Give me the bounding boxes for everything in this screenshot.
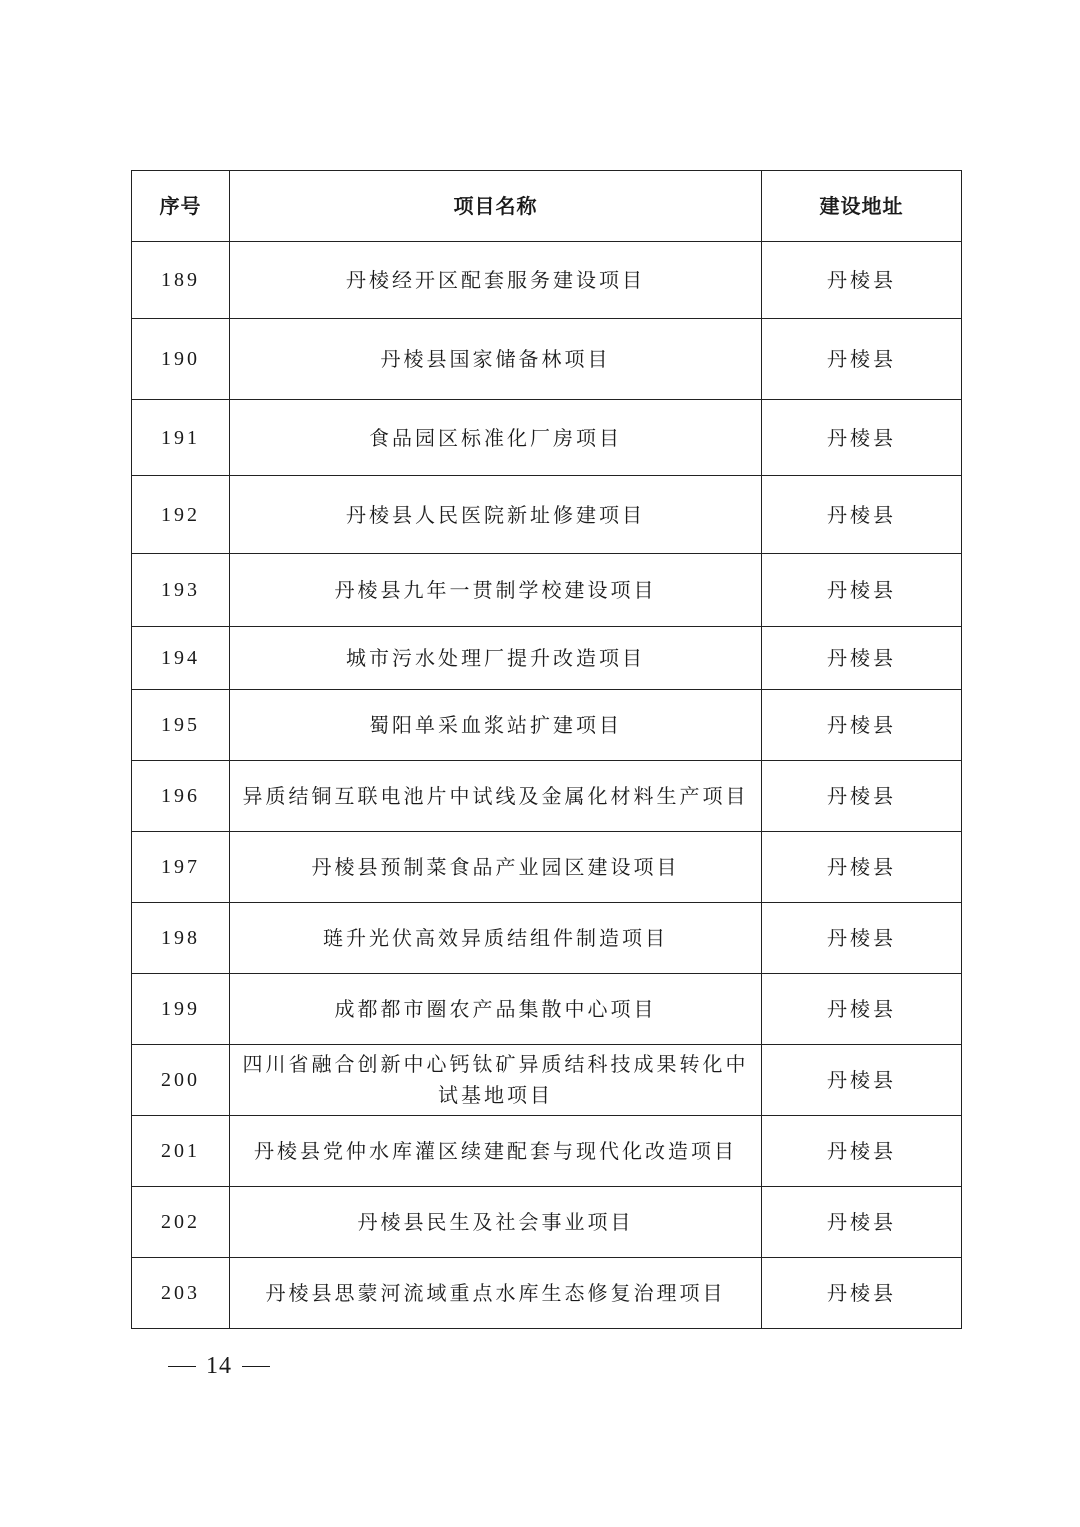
table-row <box>132 627 962 690</box>
row-index: 200 <box>132 1045 230 1116</box>
table-row <box>132 242 962 319</box>
row-location: 丹棱县 <box>762 554 962 627</box>
table-row <box>132 690 962 761</box>
page-number-dash-left <box>168 1366 196 1368</box>
row-index: 191 <box>132 400 230 476</box>
row-location: 丹棱县 <box>762 761 962 832</box>
header-location: 建设地址 <box>762 171 962 242</box>
row-project-name: 丹棱县党仲水库灌区续建配套与现代化改造项目 <box>230 1116 762 1187</box>
table-row <box>132 400 962 476</box>
table-row <box>132 1045 962 1116</box>
row-location: 丹棱县 <box>762 627 962 690</box>
row-location: 丹棱县 <box>762 690 962 761</box>
row-project-name: 丹棱县民生及社会事业项目 <box>230 1187 762 1258</box>
table-row <box>132 761 962 832</box>
row-index: 197 <box>132 832 230 903</box>
row-project-name: 丹棱县人民医院新址修建项目 <box>230 476 762 554</box>
table-row <box>132 1258 962 1329</box>
row-location: 丹棱县 <box>762 242 962 319</box>
row-location: 丹棱县 <box>762 1116 962 1187</box>
row-location: 丹棱县 <box>762 1258 962 1329</box>
table-row <box>132 974 962 1045</box>
row-index: 203 <box>132 1258 230 1329</box>
table-row <box>132 832 962 903</box>
project-table <box>131 170 962 1329</box>
table-row <box>132 476 962 554</box>
table-header-row <box>132 171 962 242</box>
header-index: 序号 <box>132 171 230 242</box>
row-index: 199 <box>132 974 230 1045</box>
row-location: 丹棱县 <box>762 400 962 476</box>
table-row <box>132 554 962 627</box>
row-project-name: 成都都市圈农产品集散中心项目 <box>230 974 762 1045</box>
row-index: 194 <box>132 627 230 690</box>
row-project-name: 城市污水处理厂提升改造项目 <box>230 627 762 690</box>
page-number <box>168 1352 270 1380</box>
row-index: 201 <box>132 1116 230 1187</box>
row-project-name: 丹棱县思蒙河流域重点水库生态修复治理项目 <box>230 1258 762 1329</box>
row-location: 丹棱县 <box>762 974 962 1045</box>
header-project-name: 项目名称 <box>230 171 762 242</box>
row-project-name: 丹棱县九年一贯制学校建设项目 <box>230 554 762 627</box>
row-location: 丹棱县 <box>762 476 962 554</box>
row-project-name: 蜀阳单采血浆站扩建项目 <box>230 690 762 761</box>
row-location: 丹棱县 <box>762 832 962 903</box>
page-number-dash-right <box>242 1366 270 1368</box>
table-row <box>132 1116 962 1187</box>
row-index: 195 <box>132 690 230 761</box>
row-project-name: 食品园区标准化厂房项目 <box>230 400 762 476</box>
row-project-name: 丹棱县预制菜食品产业园区建设项目 <box>230 832 762 903</box>
table-row <box>132 903 962 974</box>
row-index: 196 <box>132 761 230 832</box>
row-location: 丹棱县 <box>762 319 962 400</box>
row-index: 202 <box>132 1187 230 1258</box>
row-index: 193 <box>132 554 230 627</box>
row-index: 198 <box>132 903 230 974</box>
row-project-name: 四川省融合创新中心钙钛矿异质结科技成果转化中试基地项目 <box>230 1045 762 1116</box>
row-index: 192 <box>132 476 230 554</box>
page-number-text: 14 <box>206 1352 232 1379</box>
row-project-name: 丹棱经开区配套服务建设项目 <box>230 242 762 319</box>
row-project-name: 异质结铜互联电池片中试线及金属化材料生产项目 <box>230 761 762 832</box>
row-index: 189 <box>132 242 230 319</box>
row-index: 190 <box>132 319 230 400</box>
row-location: 丹棱县 <box>762 903 962 974</box>
row-location: 丹棱县 <box>762 1045 962 1116</box>
row-location: 丹棱县 <box>762 1187 962 1258</box>
table-row <box>132 1187 962 1258</box>
row-project-name: 琏升光伏高效异质结组件制造项目 <box>230 903 762 974</box>
row-project-name: 丹棱县国家储备林项目 <box>230 319 762 400</box>
table-row <box>132 319 962 400</box>
